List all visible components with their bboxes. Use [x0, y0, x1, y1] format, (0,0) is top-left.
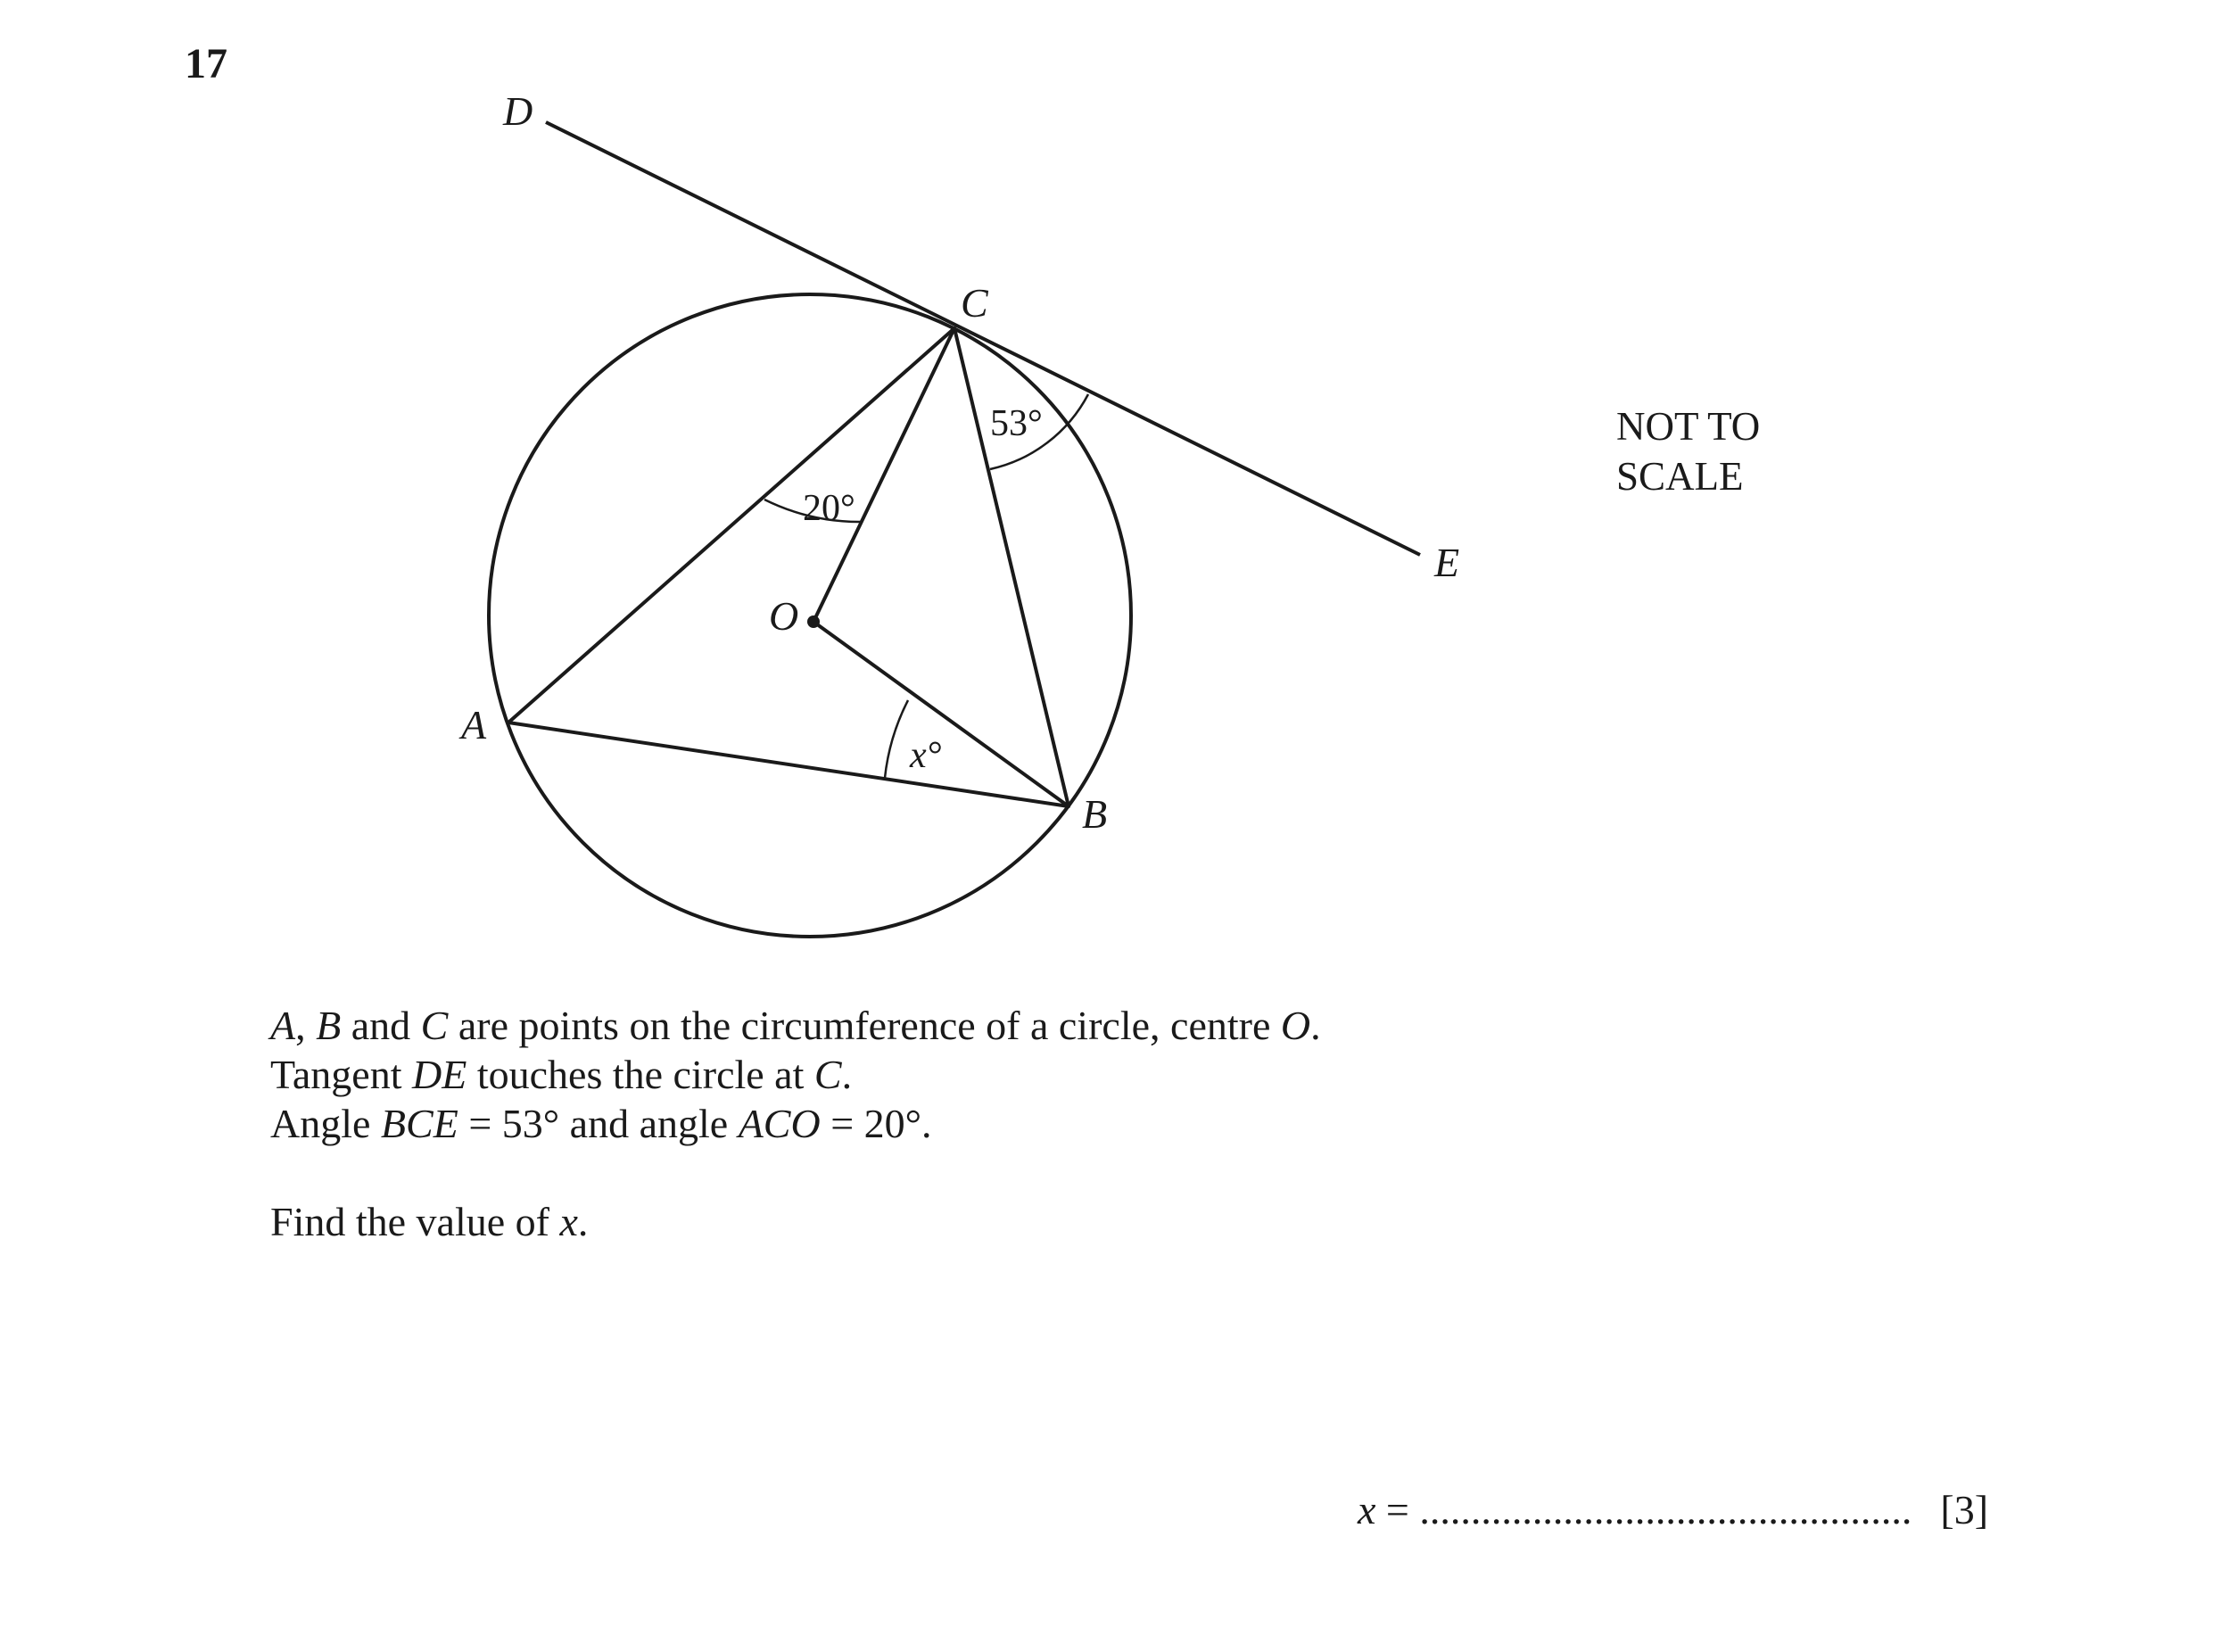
note-line-2: SCALE: [1616, 454, 1744, 499]
answer-equals: =: [1375, 1487, 1420, 1532]
not-to-scale-note: [1616, 401, 1760, 501]
label-point-c: C: [961, 280, 988, 326]
tangent-line-de: [546, 122, 1420, 555]
note-line-1: NOT TO: [1616, 404, 1761, 449]
answer-line: [1358, 1487, 1989, 1532]
spacer: [270, 1148, 1321, 1197]
marks-badge: [3]: [1940, 1487, 1989, 1532]
question-line-1: A, B and C are points on the circumference of a circle, centre O.: [270, 1003, 1321, 1048]
question-line-4: Find the value of x.: [270, 1199, 589, 1244]
label-angle-aco: 20°: [803, 488, 855, 529]
label-point-a: A: [461, 702, 487, 748]
triangle-abc: [508, 328, 1069, 806]
angle-arc-x: [885, 700, 908, 778]
question-text: [270, 1001, 1321, 1246]
answer-variable: x: [1358, 1487, 1376, 1532]
centre-point: [807, 615, 820, 628]
label-point-e: E: [1434, 540, 1460, 585]
question-number: 17: [185, 40, 227, 87]
label-point-d: D: [503, 88, 533, 134]
circle: [489, 294, 1131, 937]
label-point-o: O: [769, 593, 799, 639]
question-line-3: Angle BCE = 53° and angle ACO = 20°.: [270, 1101, 932, 1146]
label-angle-x: x°: [910, 735, 942, 776]
label-angle-bce: 53°: [990, 403, 1043, 444]
answer-field[interactable]: ................................................: [1419, 1487, 1912, 1532]
radius-oc: [813, 328, 954, 622]
label-point-b: B: [1082, 791, 1108, 837]
question-line-2: Tangent DE touches the circle at C.: [270, 1052, 853, 1097]
